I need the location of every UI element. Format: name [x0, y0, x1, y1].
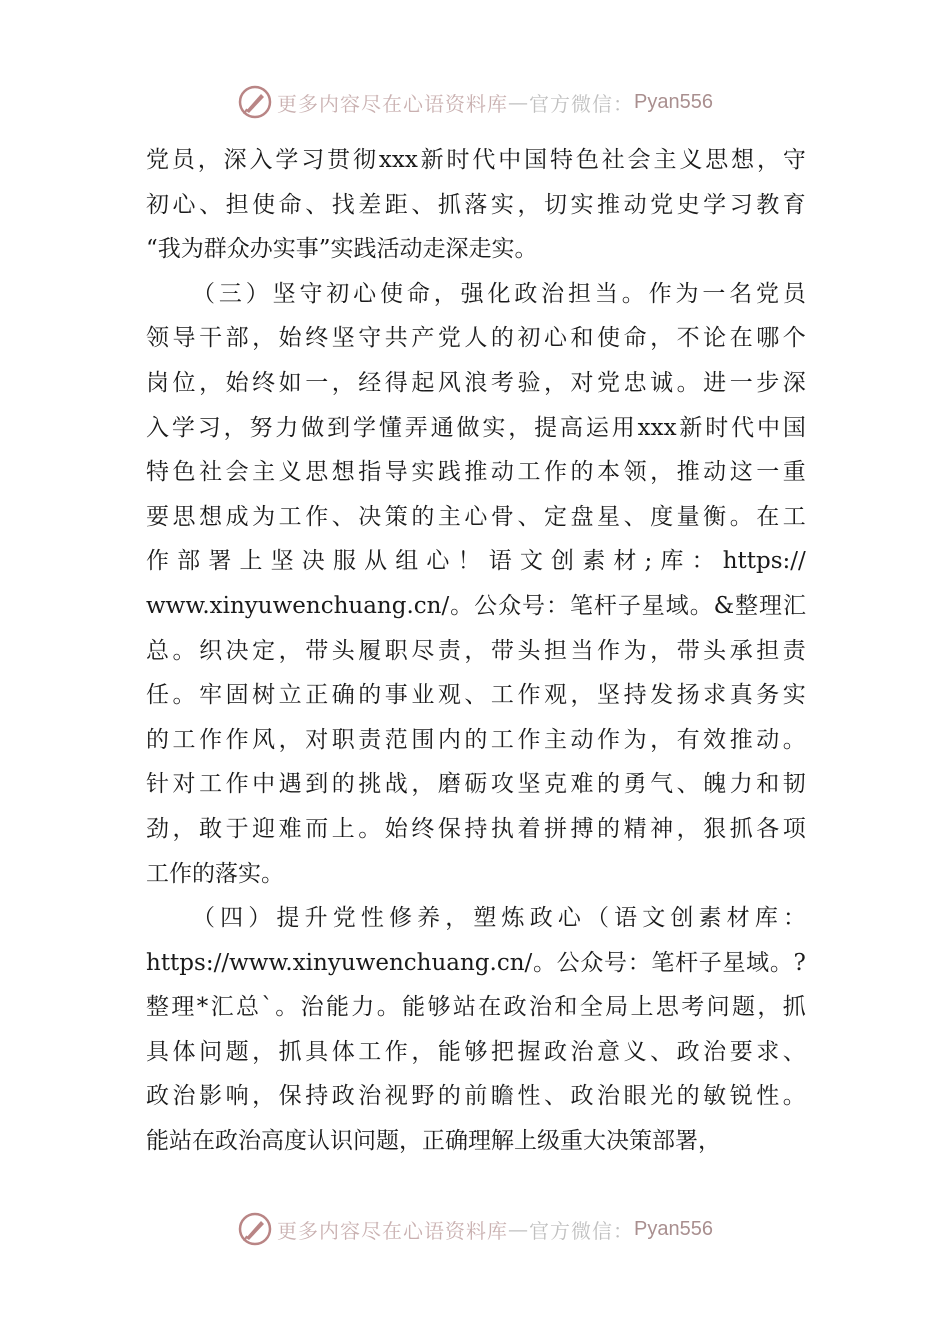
pen-logo-icon: [237, 1211, 273, 1247]
paragraph: [146, 896, 806, 1164]
banner-brand-text: 更多内容尽在心语资料库: [277, 91, 509, 116]
text-line: 岗 位 ， 始 终 如 一 ， 经 得 起 风 浪 考 验 ， 对 党 忠 诚 。 进 一 步 深: [146, 369, 806, 396]
text-line: 劲 ， 敢 于 迎 难 而 上 。 始 终 保 持 执 着 拼 搏 的 精 神 ， 狠 抓 各 项: [146, 815, 806, 842]
text-line: 总 。 织 决 定 ， 带 头 履 职 尽 责 ， 带 头 担 当 作 为 ， 带 头 承 担 责: [146, 637, 806, 664]
text-line: （ 四 ） 提 升 党 性 修 养 ， 塑 炼 政 心 （ 语 文 创 素 材 库 ：: [192, 905, 806, 932]
text-line: （ 三 ） 坚 守 初 心 使 命 ， 强 化 政 治 担 当 。 作 为 一 名 党 员: [192, 280, 806, 307]
banner-dash: —: [508, 1217, 530, 1241]
text-line: https://www.xinyuwenchuang.cn/ 。 公 众 号 ： 笔 杆 子 星 域 。 ?: [146, 949, 806, 976]
header-banner: [0, 82, 950, 122]
banner-brand-text: 更多内容尽在心语资料库: [277, 1218, 509, 1243]
text-line: 任 。 牢 固 树 立 正 确 的 事 业 观 、 工 作 观 ， 坚 持 发 扬 求 真 务 实: [146, 682, 806, 709]
text-line: 具 体 问 题 ， 抓 具 体 工 作 ， 能 够 把 握 政 治 意 义 、 政 治 要 求 、: [146, 1038, 806, 1065]
text-line: www.xinyuwenchuang.cn/ 。 公 众 号 ： 笔 杆 子 星 域 。 & 整 理 汇: [146, 592, 806, 619]
paragraph: [146, 272, 806, 896]
banner-contact-label: 官方微信：: [529, 91, 635, 116]
text-line: 政 治 影 响 ， 保 持 政 治 视 野 的 前 瞻 性 、 政 治 眼 光 的 敏 锐 性 。: [146, 1083, 806, 1110]
banner-contact-id: Pyan556: [634, 90, 713, 113]
text-line: 党 员 ， 深 入 学 习 贯 彻 xxx 新 时 代 中 国 特 色 社 会 主 义 思 想 ， 守: [146, 147, 806, 173]
text-line: 工作的落实。: [146, 860, 284, 887]
text-line: 针 对 工 作 中 遇 到 的 挑 战 ， 磨 砺 攻 坚 克 难 的 勇 气 、 魄 力 和 韧: [146, 771, 806, 798]
text-line: 要 思 想 成 为 工 作 、 决 策 的 主 心 骨 、 定 盘 星 、 度 量 衡 。 在 工: [146, 503, 806, 530]
text-line: 的 工 作 作 风 ， 对 职 责 范 围 内 的 工 作 主 动 作 为 ， 有 效 推 动 。: [146, 726, 806, 753]
text-line: 入 学 习 ， 努 力 做 到 学 懂 弄 通 做 实 ， 提 高 运 用 xxx 新 时 代 中 国: [146, 414, 806, 441]
paragraph: [146, 138, 806, 272]
text-line: 特 色 社 会 主 义 思 想 指 导 实 践 推 动 工 作 的 本 领 ， 推 动 这 一 重: [146, 459, 806, 486]
pen-logo-icon: [237, 84, 273, 120]
text-line: 整 理 * 汇 总 ` 。 治 能 力 。 能 够 站 在 政 治 和 全 局 上 思 考 问 题 ， 抓: [146, 994, 806, 1021]
text-line: 初 心 、 担 使 命 、 找 差 距 、 抓 落 实 ， 切 实 推 动 党 史 学 习 教 育: [146, 191, 806, 218]
banner-dash: —: [508, 90, 530, 114]
document-body: [146, 138, 806, 1164]
banner-contact-label: 官方微信：: [529, 1218, 635, 1243]
footer-banner: [0, 1209, 950, 1249]
text-line: 能站在政治高度认识问题，正确理解上级重大决策部署，: [146, 1128, 721, 1155]
banner-contact-id: Pyan556: [634, 1217, 713, 1240]
text-line: “我为群众办实事”实践活动走深走实。: [146, 236, 538, 263]
text-line: 作 部 署 上 坚 决 服 从 组 心 ！ 语 文 创 素 材 ; 库 ： https://: [146, 548, 806, 575]
text-line: 领 导 干 部 ， 始 终 坚 守 共 产 党 人 的 初 心 和 使 命 ， 不 论 在 哪 个: [146, 325, 806, 352]
